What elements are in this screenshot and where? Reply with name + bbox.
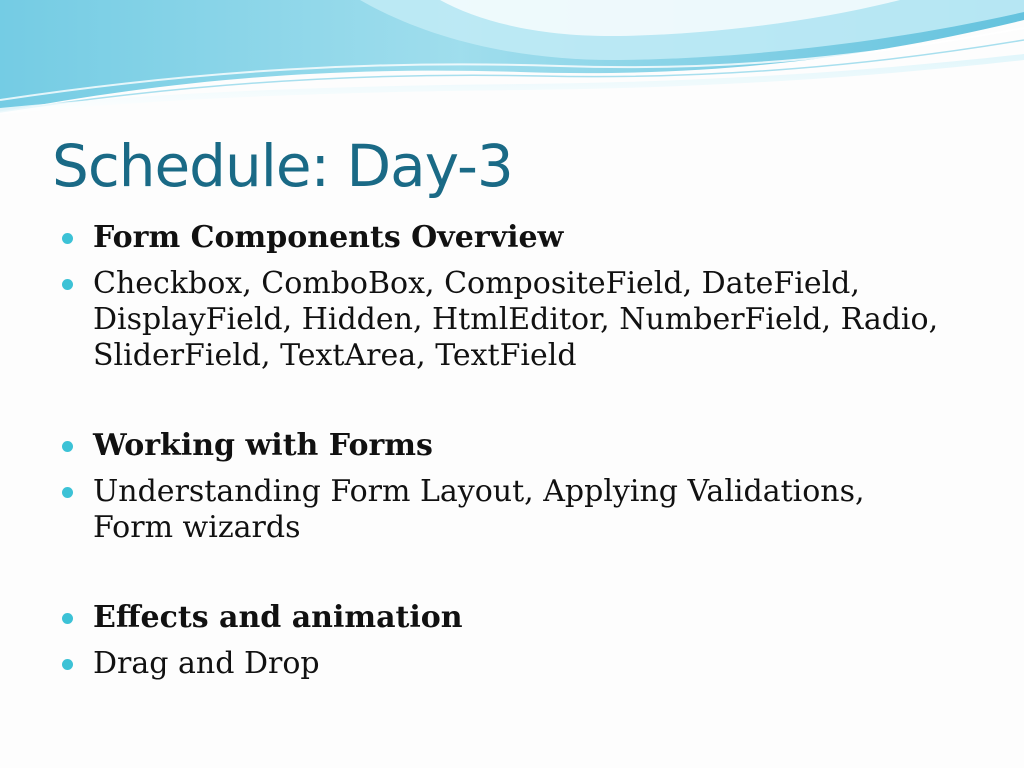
bullet-text: Drag and Drop — [93, 646, 320, 681]
bullet-text: Checkbox, ComboBox, CompositeField, DateField, DisplayField, Hidden, HtmlEditor, NumberField, Radio, SliderField, TextArea, TextField — [93, 266, 939, 373]
bullet-item — [62, 646, 942, 682]
bullet-item — [62, 266, 942, 374]
bullet-text-heading: Working with Forms — [93, 428, 433, 463]
bullet-item — [62, 600, 942, 636]
slide-title: Schedule: Day-3 — [52, 132, 513, 200]
bullet-text: Understanding Form Layout, Applying Validations, Form wizards — [93, 474, 865, 545]
bullet-dot-icon — [62, 613, 73, 624]
bullet-item — [62, 428, 942, 464]
bullet-item — [62, 220, 942, 256]
bullet-text-heading: Effects and animation — [93, 600, 463, 635]
bullet-dot-icon — [62, 441, 73, 452]
bullet-dot-icon — [62, 233, 73, 244]
bullet-text-heading: Form Components Overview — [93, 220, 564, 255]
bullet-dot-icon — [62, 487, 73, 498]
bullet-dot-icon — [62, 279, 73, 290]
bullet-dot-icon — [62, 659, 73, 670]
header-wave-decoration — [0, 0, 1024, 120]
bullet-item — [62, 474, 942, 546]
